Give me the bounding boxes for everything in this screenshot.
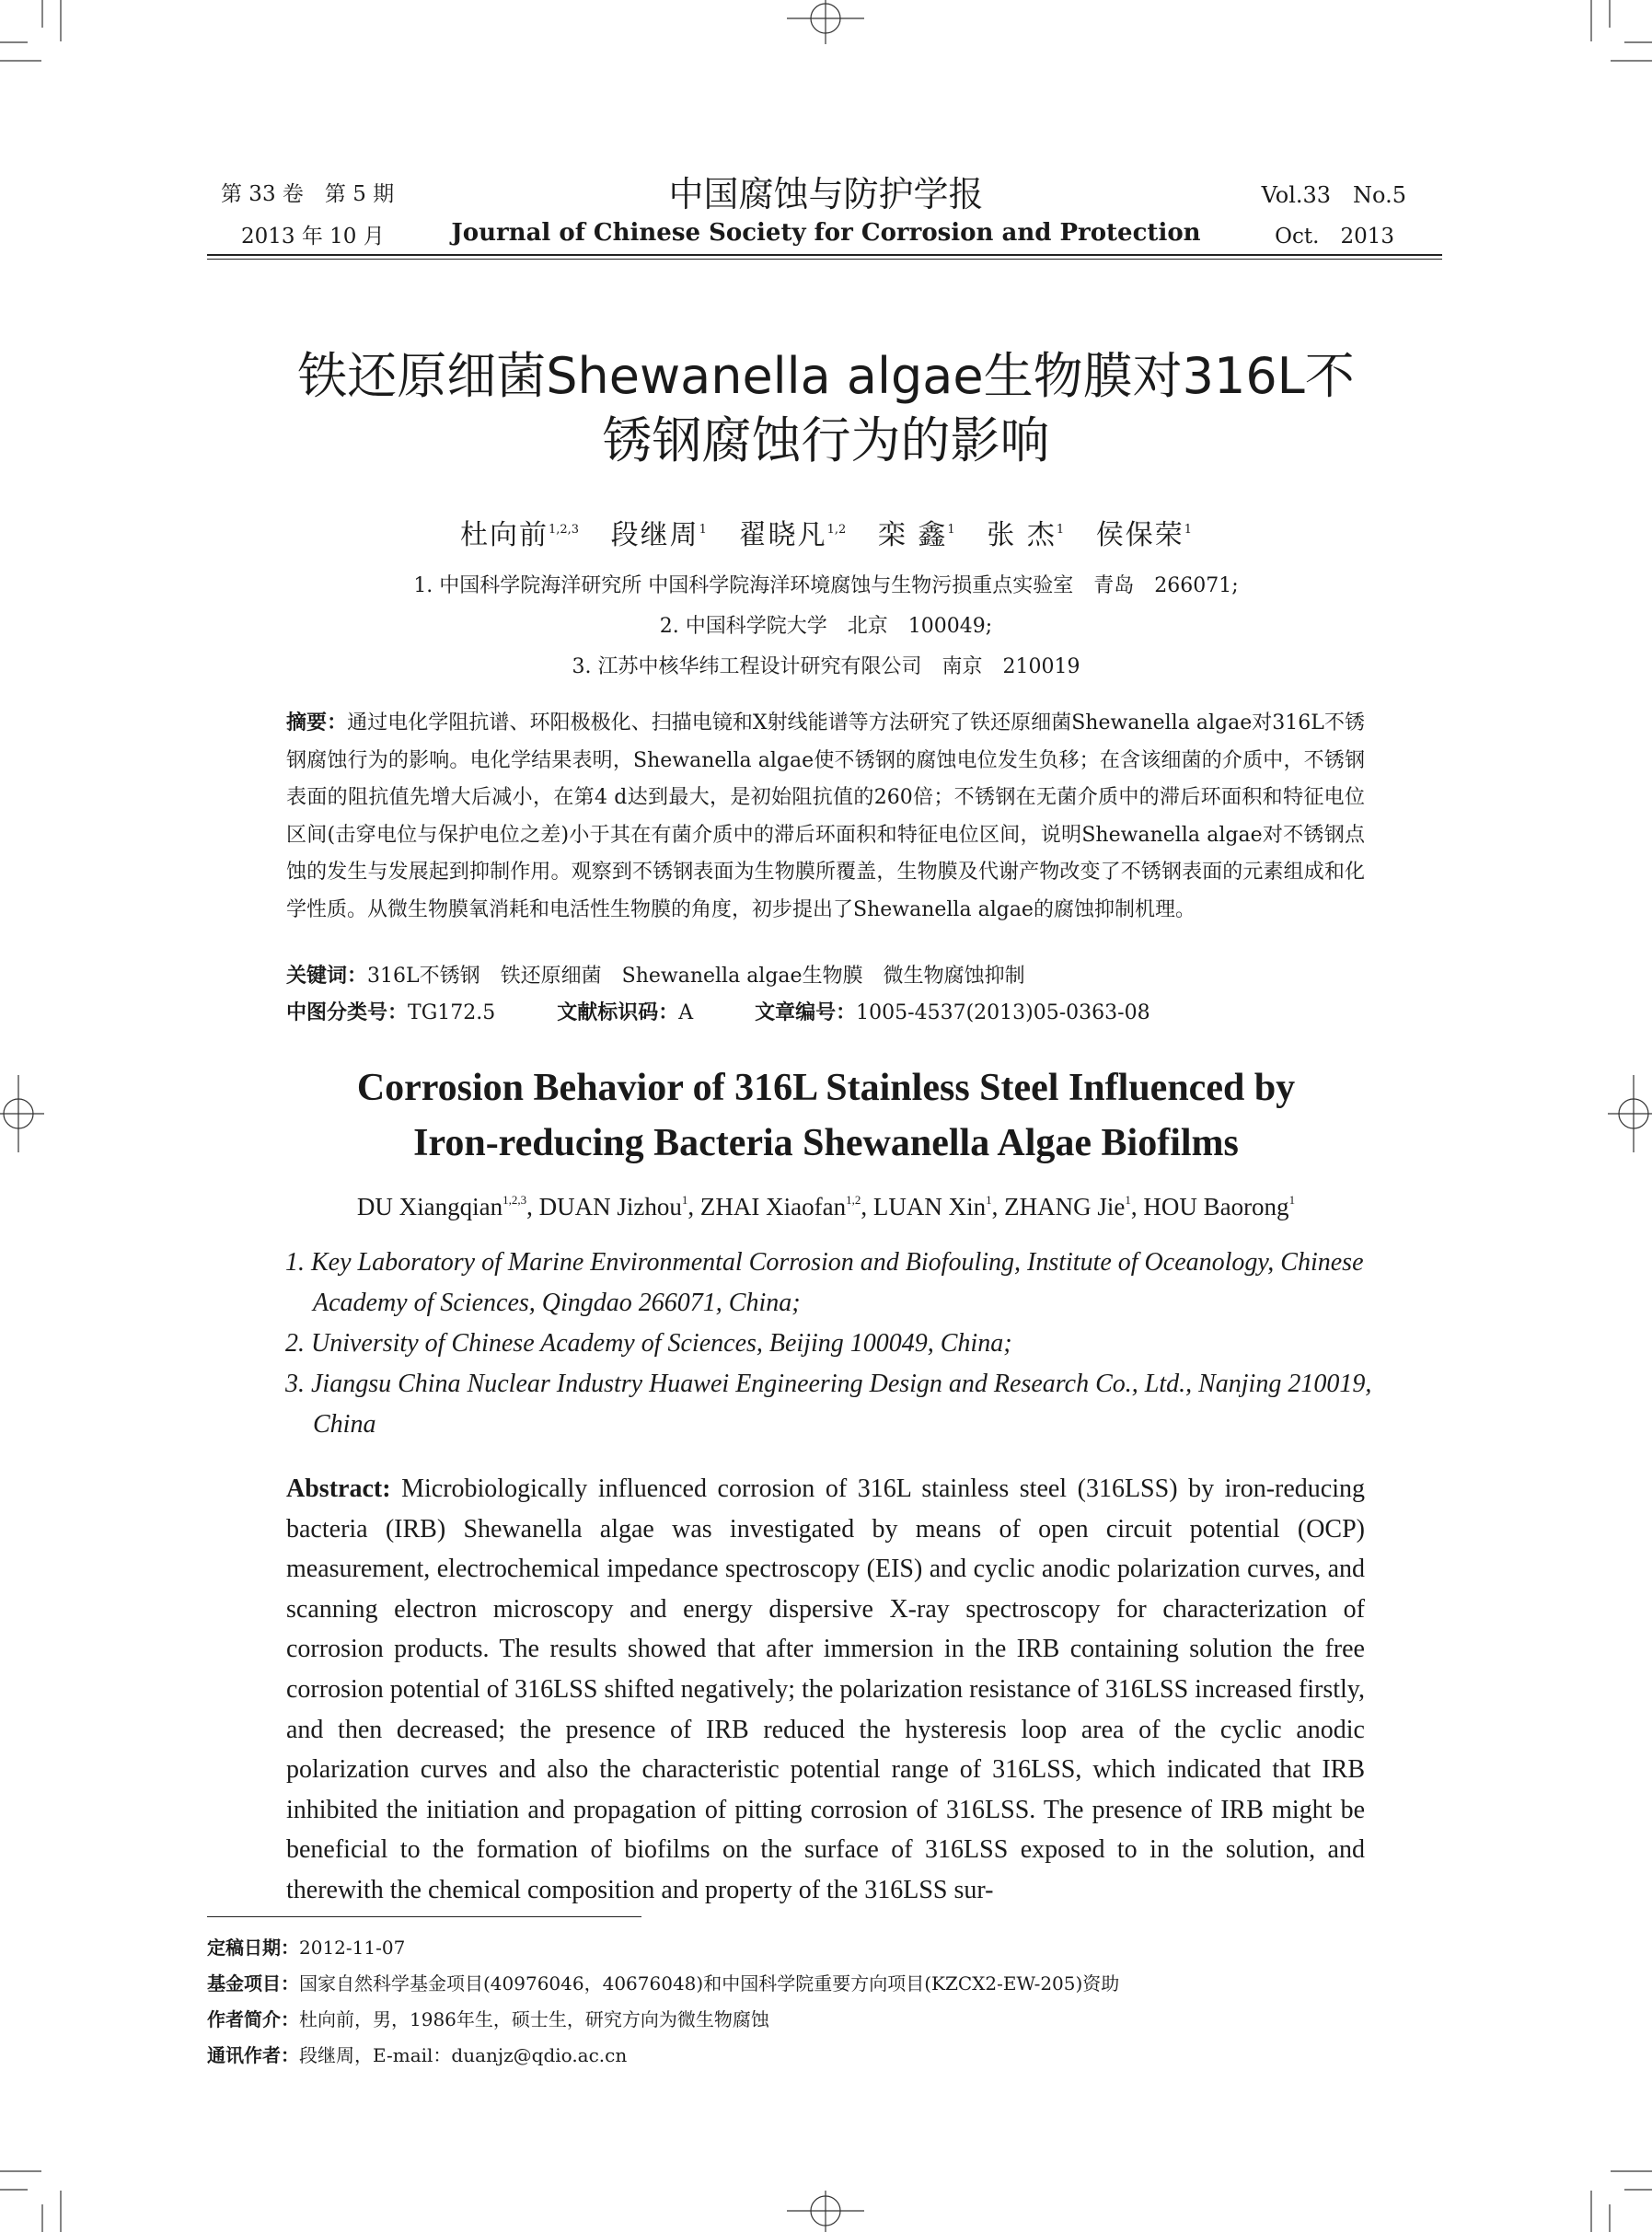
journal-name-en: Journal of Chinese Society for Corrosion and Protection: [451, 219, 1201, 247]
footnote-rule: [207, 1916, 641, 1917]
author-cn: 杜向前$^{1,2,3}$: [459, 519, 580, 551]
abstract-cn-text: 通过电化学阻抗谱、环阳极极化、扫描电镜和X射线能谱等方法研究了铁还原细菌Shewanella algae对316L不锈钢腐蚀行为的影响。电化学结果表明，Shewanella algae使不锈钢的腐蚀电位发生负移；在含该细菌的介质中，不锈钢表面的阻抗值先增大后减小，在第4 d达到最大，是初始阻抗值的260倍；不锈钢在无菌介质中的滞后环面积和特征电位区间(击穿电位与保护电位之差)小于其在有菌介质中的滞后环面积和特征电位区间，说明Shewanella algae对不锈钢点蚀的发生与发展起到抑制作用。观察到不锈钢表面为生物膜所覆盖，生物膜及代谢产物改变了不锈钢表面的元素组成和化学性质。从微生物膜氧消耗和电活性生物膜的角度，初步提出了Shewanella algae的腐蚀抑制机理。: [286, 711, 1365, 921]
affiliations-en: [285, 1243, 1390, 1445]
author-en: HOU Baorong$^1$: [1143, 1193, 1296, 1220]
article-title-en: [0, 1060, 1652, 1171]
title-en-line-2: Iron-reducing Bacteria Shewanella Algae Biofilms: [413, 1122, 1239, 1164]
footnote-author-bio: 作者简介：杜向前，男，1986年生，硕士生，研究方向为微生物腐蚀: [207, 2008, 769, 2030]
abstract-en-label: Abstract:: [286, 1475, 391, 1503]
title-cn-line-2: 锈钢腐蚀行为的影响: [602, 411, 1050, 469]
keywords-cn-text: 316L不锈钢 铁还原细菌 Shewanella algae生物膜 微生物腐蚀抑制: [367, 965, 1025, 988]
keywords-cn-label: 关键词：: [286, 965, 368, 988]
author-cn: 侯保荣$^1$: [1095, 519, 1193, 551]
affiliation-cn-3: 3. 江苏中核华纬工程设计研究有限公司 南京 210019: [572, 655, 1080, 678]
doccode-label: 文献标识码：: [557, 1001, 679, 1024]
author-list-en: DU Xiangqian$^{1,2,3}$, DUAN Jizhou$^1$, ZHAI Xiaofan$^{1,2}$, LUAN Xin$^1$, ZHANG Jie$^1$, HOU Baorong$^1$: [356, 1193, 1296, 1220]
abstract-cn-label: 摘要：: [286, 711, 348, 734]
author-en: ZHAI Xiaofan$^{1,2}$: [699, 1193, 861, 1220]
author-cn: 翟晓凡$^{1,2}$: [738, 519, 847, 551]
title-cn-line-1: 铁还原细菌Shewanella algae生物膜对316L不: [297, 347, 1355, 405]
author-cn: 段继周$^1$: [610, 519, 707, 551]
author-en: DUAN Jizhou$^1$: [538, 1193, 688, 1220]
footnote-corresponding: 通讯作者：段继周，E-mail：duanjz@qdio.ac.cn: [207, 2044, 628, 2066]
header-date-cn: 2013 年 10 月: [241, 225, 385, 249]
author-en: LUAN Xin$^1$: [872, 1193, 992, 1220]
footnote-received: 定稿日期：2012-11-07: [207, 1937, 406, 1959]
header-volume-cn: 第 33 卷 第 5 期: [221, 182, 395, 206]
title-en-line-1: Corrosion Behavior of 316L Stainless Steel Influenced by: [356, 1067, 1296, 1109]
header-date-en: Oct. 2013: [1275, 225, 1394, 249]
clc-label: 中图分类号：: [286, 1001, 409, 1024]
doccode-value: A: [678, 1001, 694, 1024]
clc-value: TG172.5: [408, 1001, 496, 1024]
affiliation-cn-2: 2. 中国科学院大学 北京 100049;: [659, 615, 993, 638]
header-rule-thin: [207, 259, 1442, 260]
article-no-value: 1005-4537(2013)05-0363-08: [856, 1001, 1150, 1024]
footnote-funding: 基金项目：国家自然科学基金项目(40976046，40676048)和中国科学院重要方向项目(KZCX2-EW-205)资助: [207, 1972, 1120, 1995]
author-en: DU Xiangqian$^{1,2,3}$: [356, 1193, 527, 1220]
abstract-en: [286, 1469, 1365, 1911]
journal-name-cn: 中国腐蚀与防护学报: [668, 174, 984, 214]
abstract-en-text: Microbiologically influenced corrosion of 316L stainless steel (316LSS) by iron-reducing bacteria (IRB) Shewanella algae was investigated by means of open circuit potential (OCP) measurement, electrochemical impedance spectroscopy (EIS) and cyclic anodic polarization curves, and scanning electron microscopy and energy dispersive X-ray spectroscopy for characterization of corrosion products. The results showed that after immersion in the IRB containing solution the free corrosion potential of 316LSS shifted negatively; the polarization resistance of 316LSS increased firstly, and then decreased; the presence of IRB reduced the hysteresis loop area of the cyclic anodic polarization curves and also the characteristic potential range of 316LSS, which indicated that IRB inhibited the initiation and propagation of pitting corrosion of 316LSS. The presence of IRB might be beneficial to the formation of biofilms on the surface of 316LSS exposed to in the solution, and therewith the chemical composition and property of the 316LSS sur-: [286, 1475, 1366, 1904]
affiliation-en-3: 3. Jiangsu China Nuclear Industry Huawei Engineering Design and Research Co., Ltd., Nanjing 210019, China: [285, 1370, 1372, 1439]
author-cn: 张 杰$^1$: [987, 519, 1065, 551]
article-title-cn: [221, 344, 1431, 473]
header-volume-en: Vol.33 No.5: [1261, 182, 1406, 208]
author-list-cn: [0, 512, 1652, 552]
keywords-cn: [286, 960, 1025, 989]
header-rule: [207, 254, 1442, 256]
author-en: ZHANG Jie$^1$: [1004, 1193, 1131, 1220]
abstract-cn: [286, 705, 1365, 929]
affiliations-cn: [0, 566, 1652, 688]
article-no-label: 文章编号：: [755, 1001, 857, 1024]
author-cn: 栾 鑫$^1$: [877, 519, 955, 551]
affiliation-en-2: 2. University of Chinese Academy of Sciences, Beijing 100049, China;: [285, 1329, 1012, 1358]
affiliation-en-1: 1. Key Laboratory of Marine Environmental Corrosion and Biofouling, Institute of Oceanology, Chinese Academy of Sciences, Qingdao 266071, China;: [285, 1248, 1364, 1317]
classification-line: [286, 997, 1150, 1025]
affiliation-cn-1: 1. 中国科学院海洋研究所 中国科学院海洋环境腐蚀与生物污损重点实验室 青岛 266071;: [413, 574, 1239, 597]
